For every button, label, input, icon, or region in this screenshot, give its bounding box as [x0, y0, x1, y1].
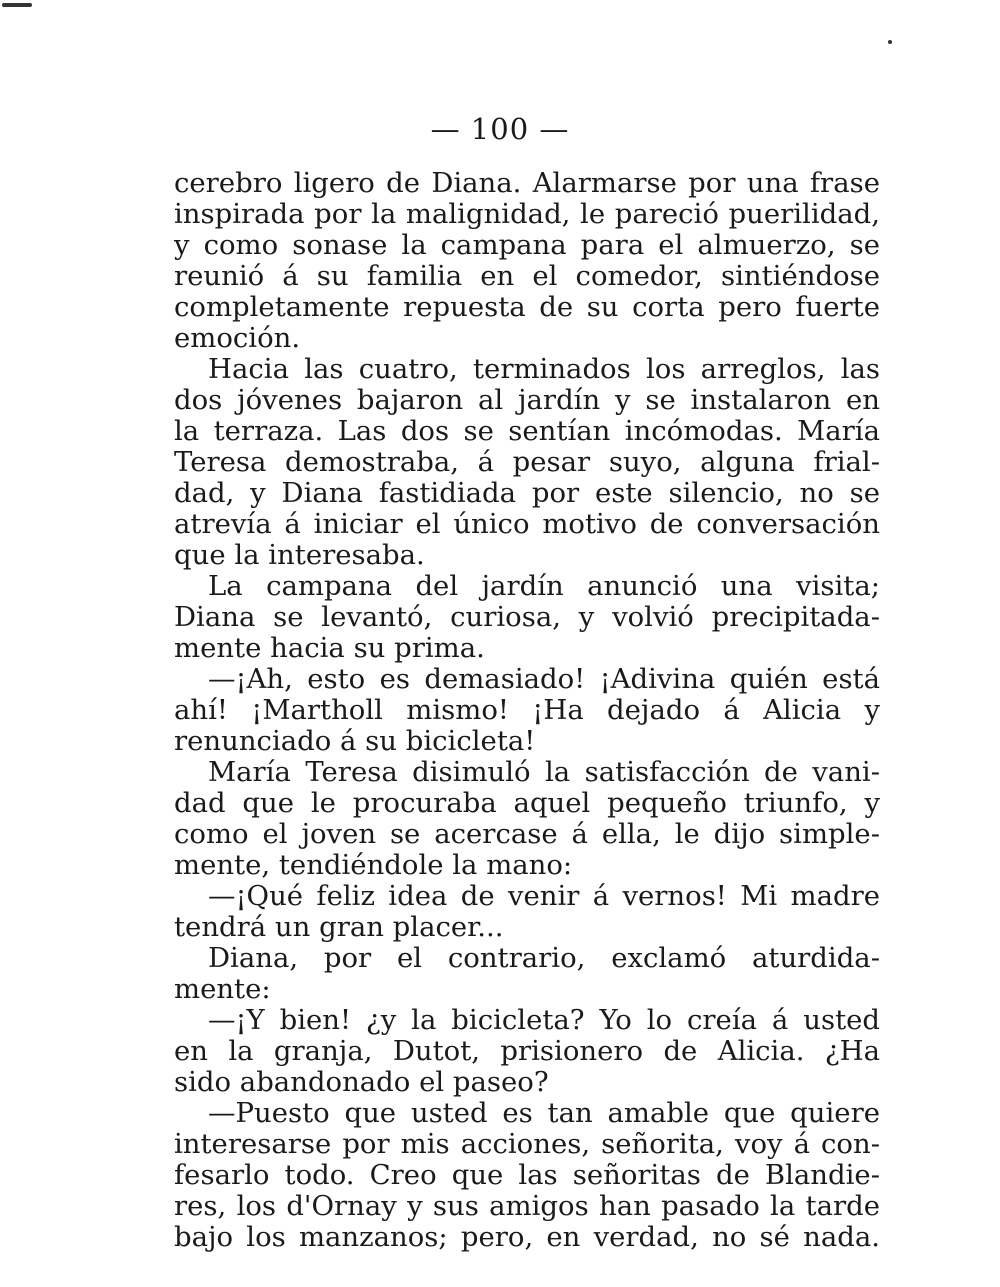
text-line: La campana del jardín anunció una visita;: [208, 570, 880, 602]
text-line: —Puesto que usted es tan amable que quiere: [208, 1097, 880, 1129]
text-line: la terraza. Las dos se sentían incómodas. María: [174, 415, 880, 447]
text-line: —¡Y bien! ¿y la bicicleta? Yo lo creía á usted: [208, 1004, 880, 1036]
text-line: inspirada por la malignidad, le pareció puerilidad,: [174, 198, 880, 230]
text-line: res, los d'Ornay y sus amigos han pasado la tarde: [174, 1190, 880, 1222]
text-line: Teresa demostraba, á pesar suyo, alguna frial-: [174, 446, 880, 478]
text-line: bajo los manzanos; pero, en verdad, no sé nada.: [174, 1221, 880, 1253]
text-line: María Teresa disimuló la satisfacción de vani-: [208, 756, 880, 788]
text-line: mente, tendiéndole la mano:: [174, 849, 573, 881]
text-line: que la interesaba.: [174, 539, 425, 571]
text-line: en la granja, Dutot, prisionero de Alicia. ¿Ha: [174, 1035, 880, 1067]
text-line: dos jóvenes bajaron al jardín y se instalaron en: [174, 384, 880, 416]
body-text: [174, 168, 880, 1253]
text-line: y como sonase la campana para el almuerzo, se: [174, 229, 880, 261]
text-line: ahí! ¡Martholl mismo! ¡Ha dejado á Alicia y: [174, 694, 880, 726]
text-line: completamente repuesta de su corta pero fuerte: [174, 291, 880, 323]
text-line: —¡Ah, esto es demasiado! ¡Adivina quién está: [208, 663, 880, 695]
text-line: mente:: [174, 973, 271, 1005]
text-line: atrevía á iniciar el único motivo de conversación: [174, 508, 880, 540]
page-number: — 100 —: [430, 112, 570, 146]
text-line: Hacia las cuatro, terminados los arreglos, las: [208, 353, 880, 385]
text-line: sido abandonado el paseo?: [174, 1066, 549, 1098]
text-line: dad, y Diana fastidiada por este silencio, no se: [174, 477, 880, 509]
text-line: reunió á su familia en el comedor, sintiéndose: [174, 260, 880, 292]
ink-speck: [2, 3, 32, 7]
text-line: —¡Qué feliz idea de venir á vernos! Mi madre: [208, 880, 880, 912]
text-line: fesarlo todo. Creo que las señoritas de Blandie-: [174, 1159, 880, 1191]
text-line: interesarse por mis acciones, señorita, voy á con-: [174, 1128, 880, 1160]
text-line: tendrá un gran placer...: [174, 911, 504, 943]
text-line: renunciado á su bicicleta!: [174, 725, 536, 757]
text-line: Diana, por el contrario, exclamó aturdida-: [208, 942, 880, 974]
text-line: como el joven se acercase á ella, le dijo simple-: [174, 818, 880, 850]
text-line: emoción.: [174, 322, 301, 354]
text-line: Diana se levantó, curiosa, y volvió precipitada-: [174, 601, 880, 633]
text-line: mente hacia su prima.: [174, 632, 485, 664]
text-line: dad que le procuraba aquel pequeño triunfo, y: [174, 787, 880, 819]
text-line: cerebro ligero de Diana. Alarmarse por una frase: [174, 167, 880, 199]
ink-speck: [888, 40, 892, 44]
